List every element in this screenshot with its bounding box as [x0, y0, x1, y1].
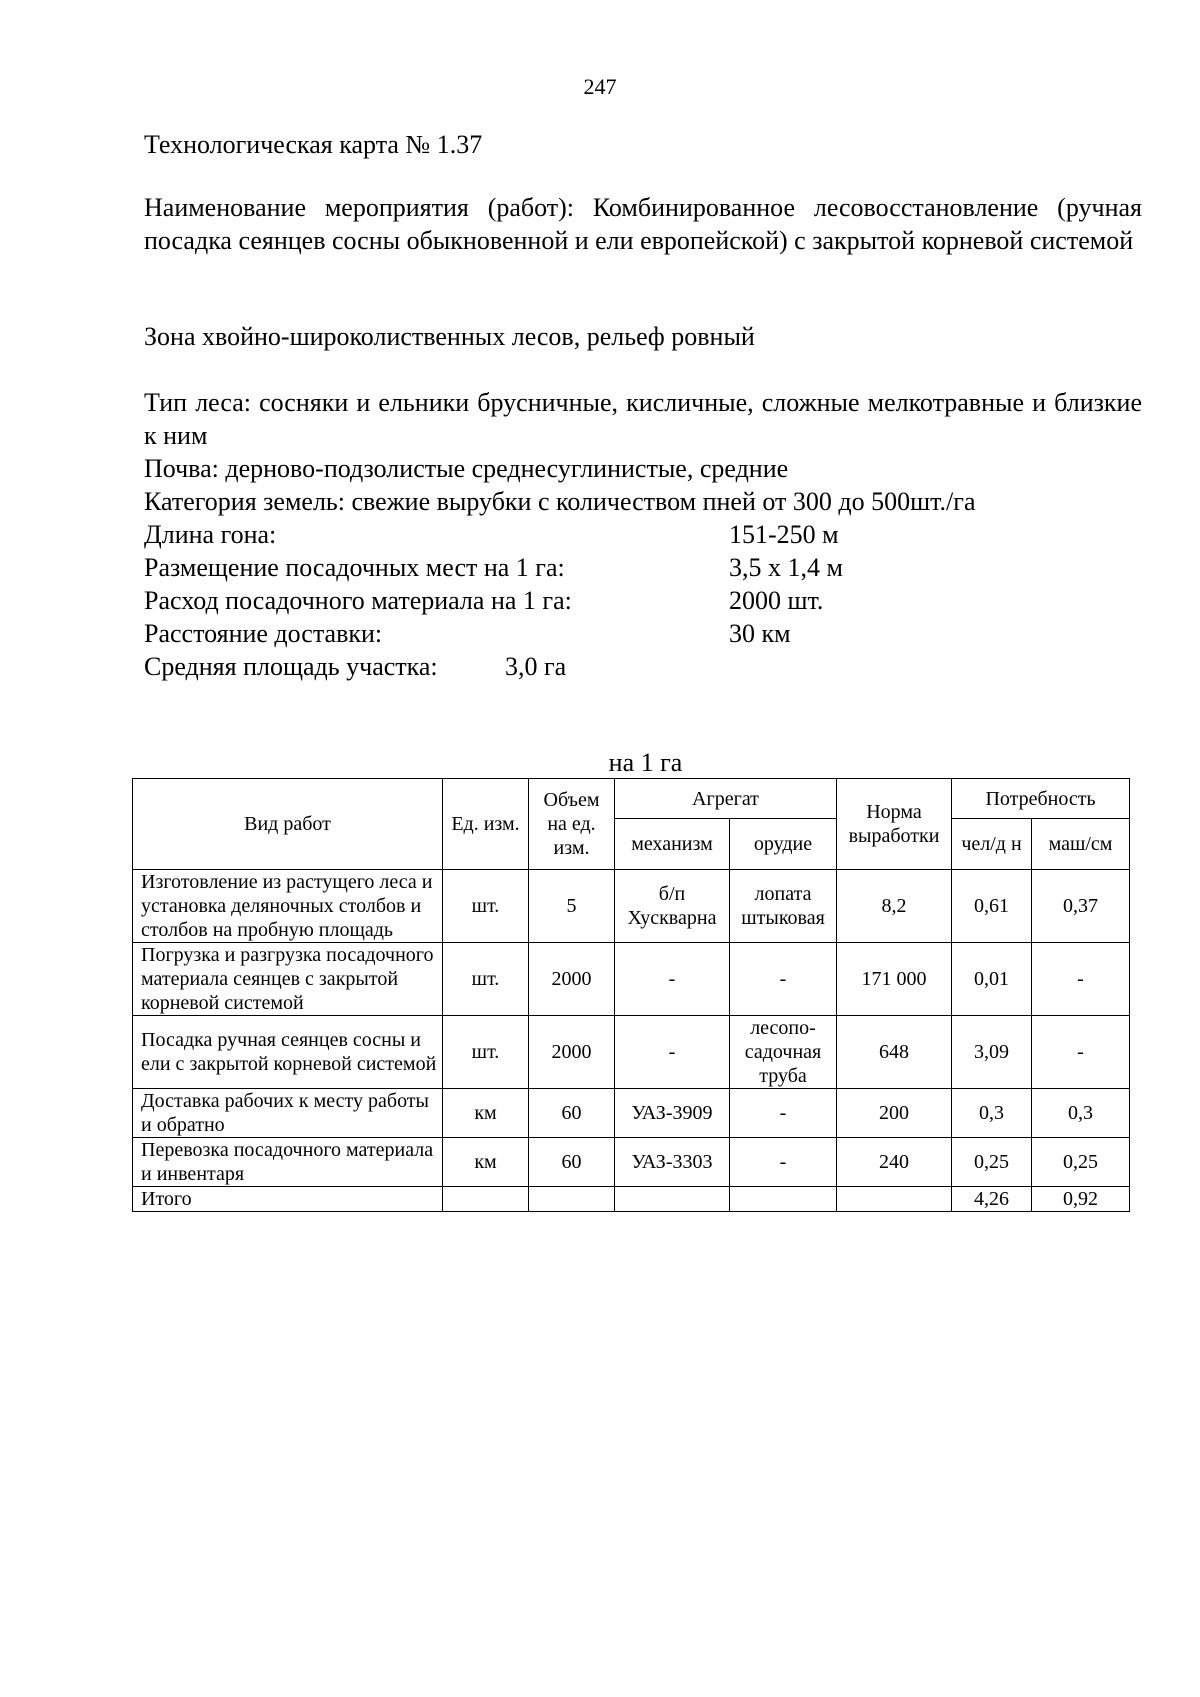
header-man-days: чел/д н: [952, 819, 1032, 870]
header-unit: Ед. изм.: [443, 779, 529, 870]
header-volume: Объем на ед. изм.: [529, 779, 615, 870]
cell-mechanism: б/п Хускварна: [615, 870, 730, 943]
cell-man-days: 0,3: [952, 1089, 1032, 1138]
header-need: Потребность: [952, 779, 1130, 819]
works-table: [132, 778, 1130, 1212]
cell-volume: 60: [529, 1089, 615, 1138]
cell-norm: 171 000: [837, 943, 952, 1016]
cell-empty: [443, 1187, 529, 1212]
cell-machine-shifts: -: [1032, 1016, 1130, 1089]
param-value: 151-250 м: [729, 520, 839, 549]
land-category-line: Категория земель: свежие вырубки с количеством пней от 300 до 500шт./га: [144, 487, 976, 516]
cell-tool: -: [730, 943, 837, 1016]
param-label: Длина гона:: [144, 520, 277, 549]
cell-machine-shifts: -: [1032, 943, 1130, 1016]
cell-unit: км: [443, 1138, 529, 1187]
cell-volume: 2000: [529, 943, 615, 1016]
cell-machine-shifts: 0,25: [1032, 1138, 1130, 1187]
cell-tool: -: [730, 1138, 837, 1187]
param-value: 30 км: [729, 619, 791, 648]
cell-empty: [730, 1187, 837, 1212]
cell-work: Изготовление из растущего леса и установка деляночных столбов и столбов на пробную площадь: [133, 870, 443, 943]
param-label: Размещение посадочных мест на 1 га:: [144, 553, 565, 582]
cell-norm: 648: [837, 1016, 952, 1089]
cell-tool: лесопо-садочная труба: [730, 1016, 837, 1089]
cell-norm: 8,2: [837, 870, 952, 943]
cell-empty: [837, 1187, 952, 1212]
cell-volume: 2000: [529, 1016, 615, 1089]
header-aggregate: Агрегат: [615, 779, 837, 819]
cell-tool: лопата штыковая: [730, 870, 837, 943]
table-caption: на 1 га: [608, 748, 683, 777]
cell-empty: [615, 1187, 730, 1212]
table-total-row: [133, 1187, 1130, 1212]
cell-total-man-days: 4,26: [952, 1187, 1032, 1212]
cell-total-machine-shifts: 0,92: [1032, 1187, 1130, 1212]
cell-volume: 5: [529, 870, 615, 943]
header-work-type: Вид работ: [133, 779, 443, 870]
page-number: 247: [583, 74, 617, 99]
cell-total-label: Итого: [133, 1187, 443, 1212]
table-row: [133, 1138, 1130, 1187]
soil-line: Почва: дерново-подзолистые среднесуглинистые, средние: [144, 454, 789, 483]
param-label: Расстояние доставки:: [144, 619, 383, 648]
cell-unit: шт.: [443, 870, 529, 943]
param-label: Расход посадочного материала на 1 га:: [144, 586, 572, 615]
cell-tool: -: [730, 1089, 837, 1138]
header-machine-shifts: маш/см: [1032, 819, 1130, 870]
map-title: Технологическая карта № 1.37: [144, 130, 483, 159]
cell-man-days: 0,25: [952, 1138, 1032, 1187]
param-value: 2000 шт.: [729, 586, 824, 615]
cell-man-days: 0,01: [952, 943, 1032, 1016]
cell-norm: 240: [837, 1138, 952, 1187]
activity-name: Наименование мероприятия (работ): Комбинированное лесовосстановление (ручная посадка сеянцев сосны обыкновенной и ели европейской) с закрытой корневой системой: [144, 193, 1142, 255]
cell-work: Перевозка посадочного материала и инвентаря: [133, 1138, 443, 1187]
header-norm: Норма выработки: [837, 779, 952, 870]
zone-line: Зона хвойно-широколиственных лесов, рельеф ровный: [144, 322, 755, 351]
cell-unit: км: [443, 1089, 529, 1138]
table-row: [133, 1089, 1130, 1138]
header-tool: орудие: [730, 819, 837, 870]
cell-work: Посадка ручная сеянцев сосны и ели с закрытой корневой системой: [133, 1016, 443, 1089]
cell-mechanism: -: [615, 943, 730, 1016]
forest-type: Тип леса: сосняки и ельники брусничные, кисличные, сложные мелкотравные и близкие к ним: [144, 388, 1142, 450]
cell-work: Доставка рабочих к месту работы и обратно: [133, 1089, 443, 1138]
cell-norm: 200: [837, 1089, 952, 1138]
table-row: [133, 870, 1130, 943]
cell-unit: шт.: [443, 1016, 529, 1089]
table-row: [133, 1016, 1130, 1089]
cell-mechanism: УАЗ-3909: [615, 1089, 730, 1138]
cell-work: Погрузка и разгрузка посадочного материала сеянцев с закрытой корневой системой: [133, 943, 443, 1016]
cell-mechanism: УАЗ-3303: [615, 1138, 730, 1187]
cell-volume: 60: [529, 1138, 615, 1187]
cell-empty: [529, 1187, 615, 1212]
table-row: [133, 943, 1130, 1016]
param-value: 3,0 га: [505, 652, 567, 681]
cell-unit: шт.: [443, 943, 529, 1016]
header-mechanism: механизм: [615, 819, 730, 870]
cell-man-days: 0,61: [952, 870, 1032, 943]
cell-mechanism: -: [615, 1016, 730, 1089]
cell-machine-shifts: 0,3: [1032, 1089, 1130, 1138]
cell-man-days: 3,09: [952, 1016, 1032, 1089]
param-label: Средняя площадь участка:: [144, 652, 438, 681]
param-value: 3,5 х 1,4 м: [729, 553, 843, 582]
cell-machine-shifts: 0,37: [1032, 870, 1130, 943]
